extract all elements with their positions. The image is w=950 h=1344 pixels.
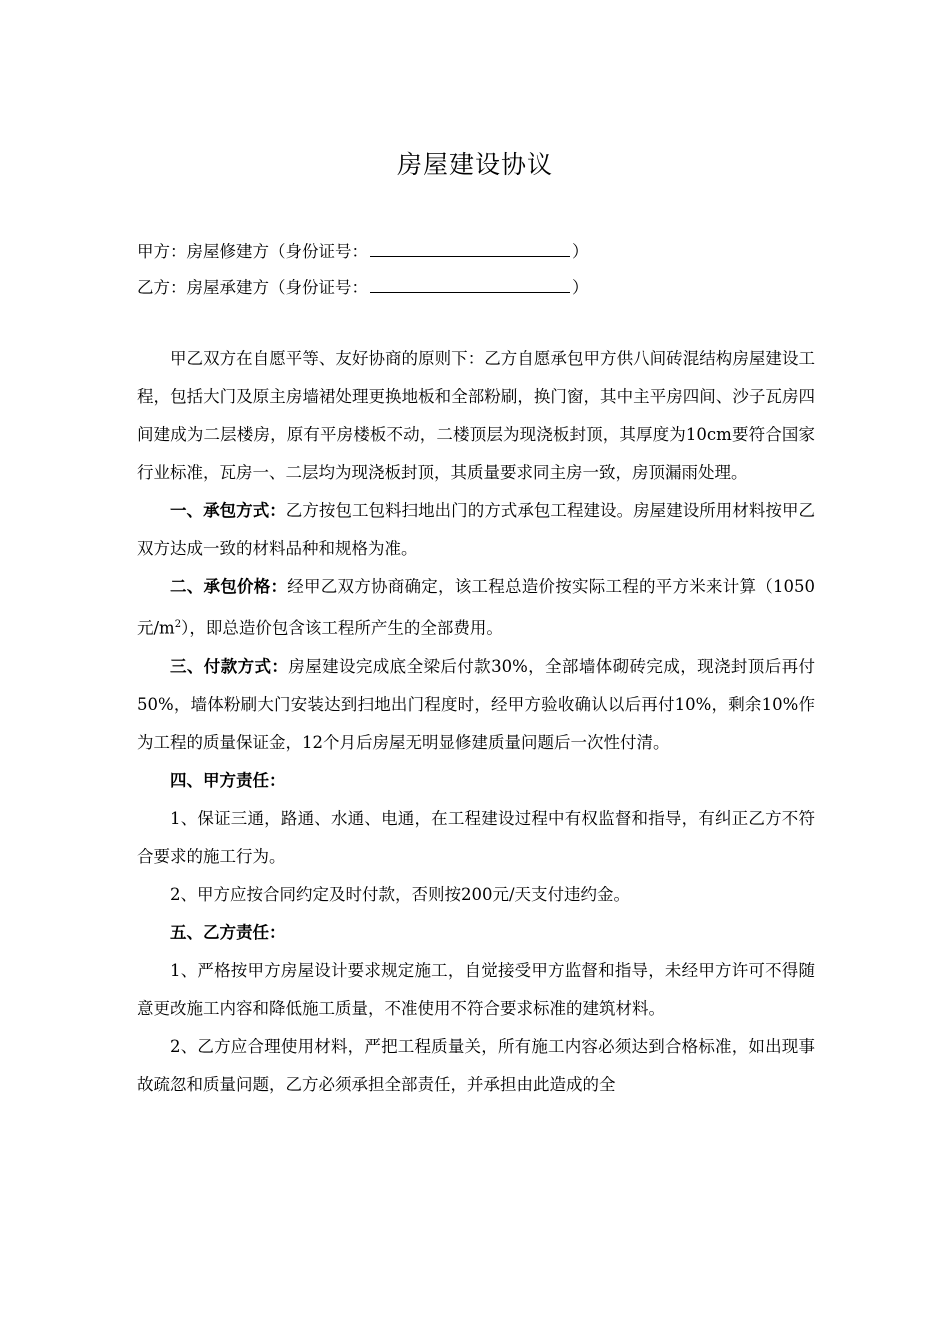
party-a-label: 甲方：房屋修建方（身份证号： [137, 242, 368, 261]
section-4-heading: 四、甲方责任： [170, 770, 286, 790]
section-5-heading-line [137, 914, 815, 952]
section-2-text-1: 经甲乙双方协商确定，该工程总造价按实际工程的平方米来计算（1050元/m [137, 577, 815, 638]
party-b-id-blank [370, 276, 570, 293]
section-1-text: 乙方按包工包料扫地出门的方式承包工程建设。房屋建设所用材料按甲乙双方达成一致的材料品种和规格为准。 [137, 501, 816, 558]
section-1 [137, 492, 815, 568]
party-a-close: ） [572, 242, 589, 261]
section-2-heading: 二、承包价格： [170, 577, 288, 596]
party-b-close: ） [572, 278, 589, 297]
section-2-text-2: ），即总造价包含该工程所产生的全部费用。 [181, 618, 503, 638]
section-3 [137, 648, 815, 762]
party-b-line [137, 276, 589, 298]
party-a-line [137, 240, 589, 262]
section-4-item-1: 1、保证三通，路通、水通、电通，在工程建设过程中有权监督和指导，有纠正乙方不符合要求的施工行为。 [137, 808, 815, 866]
intro-paragraph: 甲乙双方在自愿平等、友好协商的原则下：乙方自愿承包甲方供八间砖混结构房屋建设工程，包括大门及原主房墙裙处理更换地板和全部粉刷，换门窗，其中主平房四间、沙子瓦房四间建成为二层楼房，原有平房楼板不动，二楼顶层为现浇板封顶，其厚度为10cm要符合国家行业标准，瓦房一、二层均为现浇板封顶，其质量要求同主房一致，房顶漏雨处理。 [137, 349, 815, 482]
section-1-heading: 一、承包方式： [170, 501, 286, 520]
section-3-heading: 三、付款方式： [170, 656, 289, 676]
agreement-body [137, 340, 815, 1104]
section-4-heading-line [137, 762, 815, 800]
section-4-item-2: 2、甲方应按合同约定及时付款，否则按200元/天支付违约金。 [170, 884, 631, 904]
section-2-superscript: 2 [174, 619, 182, 630]
section-3-text: 房屋建设完成底全梁后付款30%，全部墙体砌砖完成，现浇封顶后再付50%，墙体粉刷大门安装达到扫地出门程度时，经甲方验收确认以后再付10%，剩余10%作为工程的质量保证金，12个月后房屋无明显修建质量问题后一次性付清。 [137, 656, 816, 752]
section-2 [137, 568, 815, 648]
section-5-item-2: 2、乙方应合理使用材料，严把工程质量关，所有施工内容必须达到合格标准，如出现事故疏忽和质量问题，乙方必须承担全部责任，并承担由此造成的全 [137, 1036, 815, 1094]
party-b-label: 乙方：房屋承建方（身份证号： [137, 278, 368, 297]
party-a-id-blank [370, 240, 570, 257]
section-5-heading: 五、乙方责任： [170, 922, 286, 942]
section-5-item-1: 1、严格按甲方房屋设计要求规定施工，自觉接受甲方监督和指导，未经甲方许可不得随意更改施工内容和降低施工质量，不准使用不符合要求标准的建筑材料。 [137, 960, 815, 1018]
document-title: 房屋建设协议 [396, 150, 553, 179]
